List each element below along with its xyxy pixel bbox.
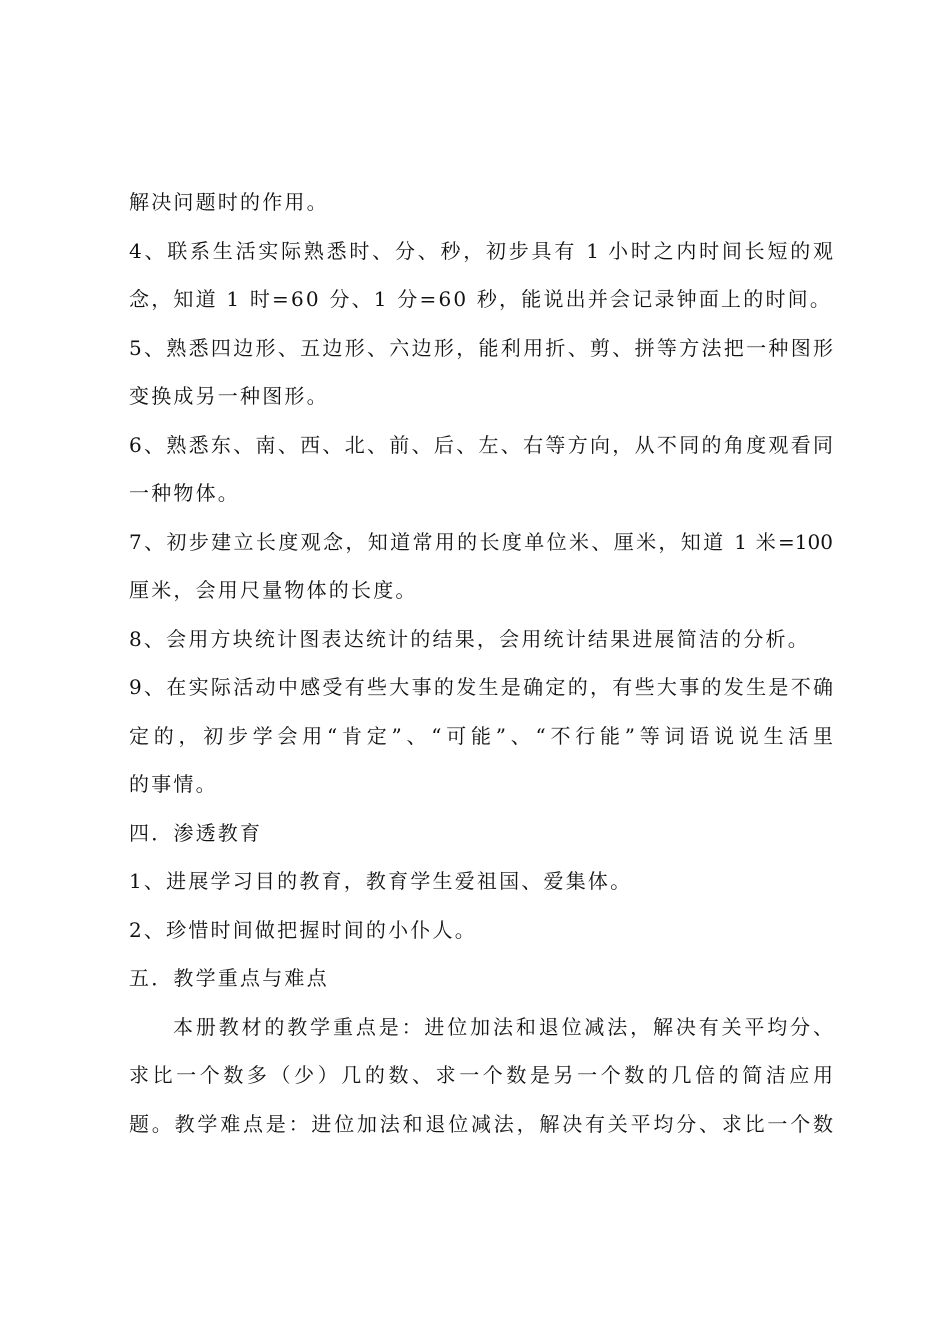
section-heading-4: 四．渗透教育	[129, 820, 263, 845]
text-line-18: 本册教材的教学重点是：进位加法和退位减法，解决有关平均分、	[173, 1014, 833, 1039]
text-line-1: 解决问题时的作用。	[129, 190, 329, 214]
text-line-8: 7、初步建立长度观念，知道常用的长度单位米、厘米，知道 1 米=100	[129, 529, 833, 554]
section-heading-5: 五．教学重点与难点	[129, 966, 329, 990]
text-line-7: 一种物体。	[129, 481, 240, 505]
text-line-4: 5、熟悉四边形、五边形、六边形，能利用折、剪、拼等方法把一种图形	[129, 335, 833, 360]
text-line-10: 8、会用方块统计图表达统计的结果，会用统计结果进展简洁的分析。	[129, 626, 810, 651]
document-body	[129, 182, 833, 1152]
text-line-3: 念，知道 1 时=60 分、1 分=60 秒，能说出并会记录钟面上的时间。	[129, 287, 833, 311]
text-line-11: 9、在实际活动中感受有些大事的发生是确定的，有些大事的发生是不确	[129, 675, 833, 699]
text-line-2: 4、联系生活实际熟悉时、分、秒，初步具有 1 小时之内时间长短的观	[129, 238, 833, 263]
text-line-19: 求比一个数多（少）几的数、求一个数是另一个数的几倍的简洁应用	[129, 1063, 833, 1087]
text-line-20: 题。教学难点是：进位加法和退位减法，解决有关平均分、求比一个数	[129, 1111, 833, 1136]
text-line-13: 的事情。	[129, 772, 218, 796]
text-line-15: 1、进展学习目的教育，教育学生爱祖国、爱集体。	[129, 869, 633, 893]
text-line-5: 变换成另一种图形。	[129, 384, 329, 408]
text-line-6: 6、熟悉东、南、西、北、前、后、左、右等方向，从不同的角度观看同	[129, 432, 833, 457]
text-line-12: 定的，初步学会用“肯定”、“可能”、“不行能”等词语说说生活里	[129, 723, 833, 748]
text-line-9: 厘米，会用尺量物体的长度。	[129, 578, 418, 602]
text-line-16: 2、珍惜时间做把握时间的小仆人。	[129, 917, 477, 942]
